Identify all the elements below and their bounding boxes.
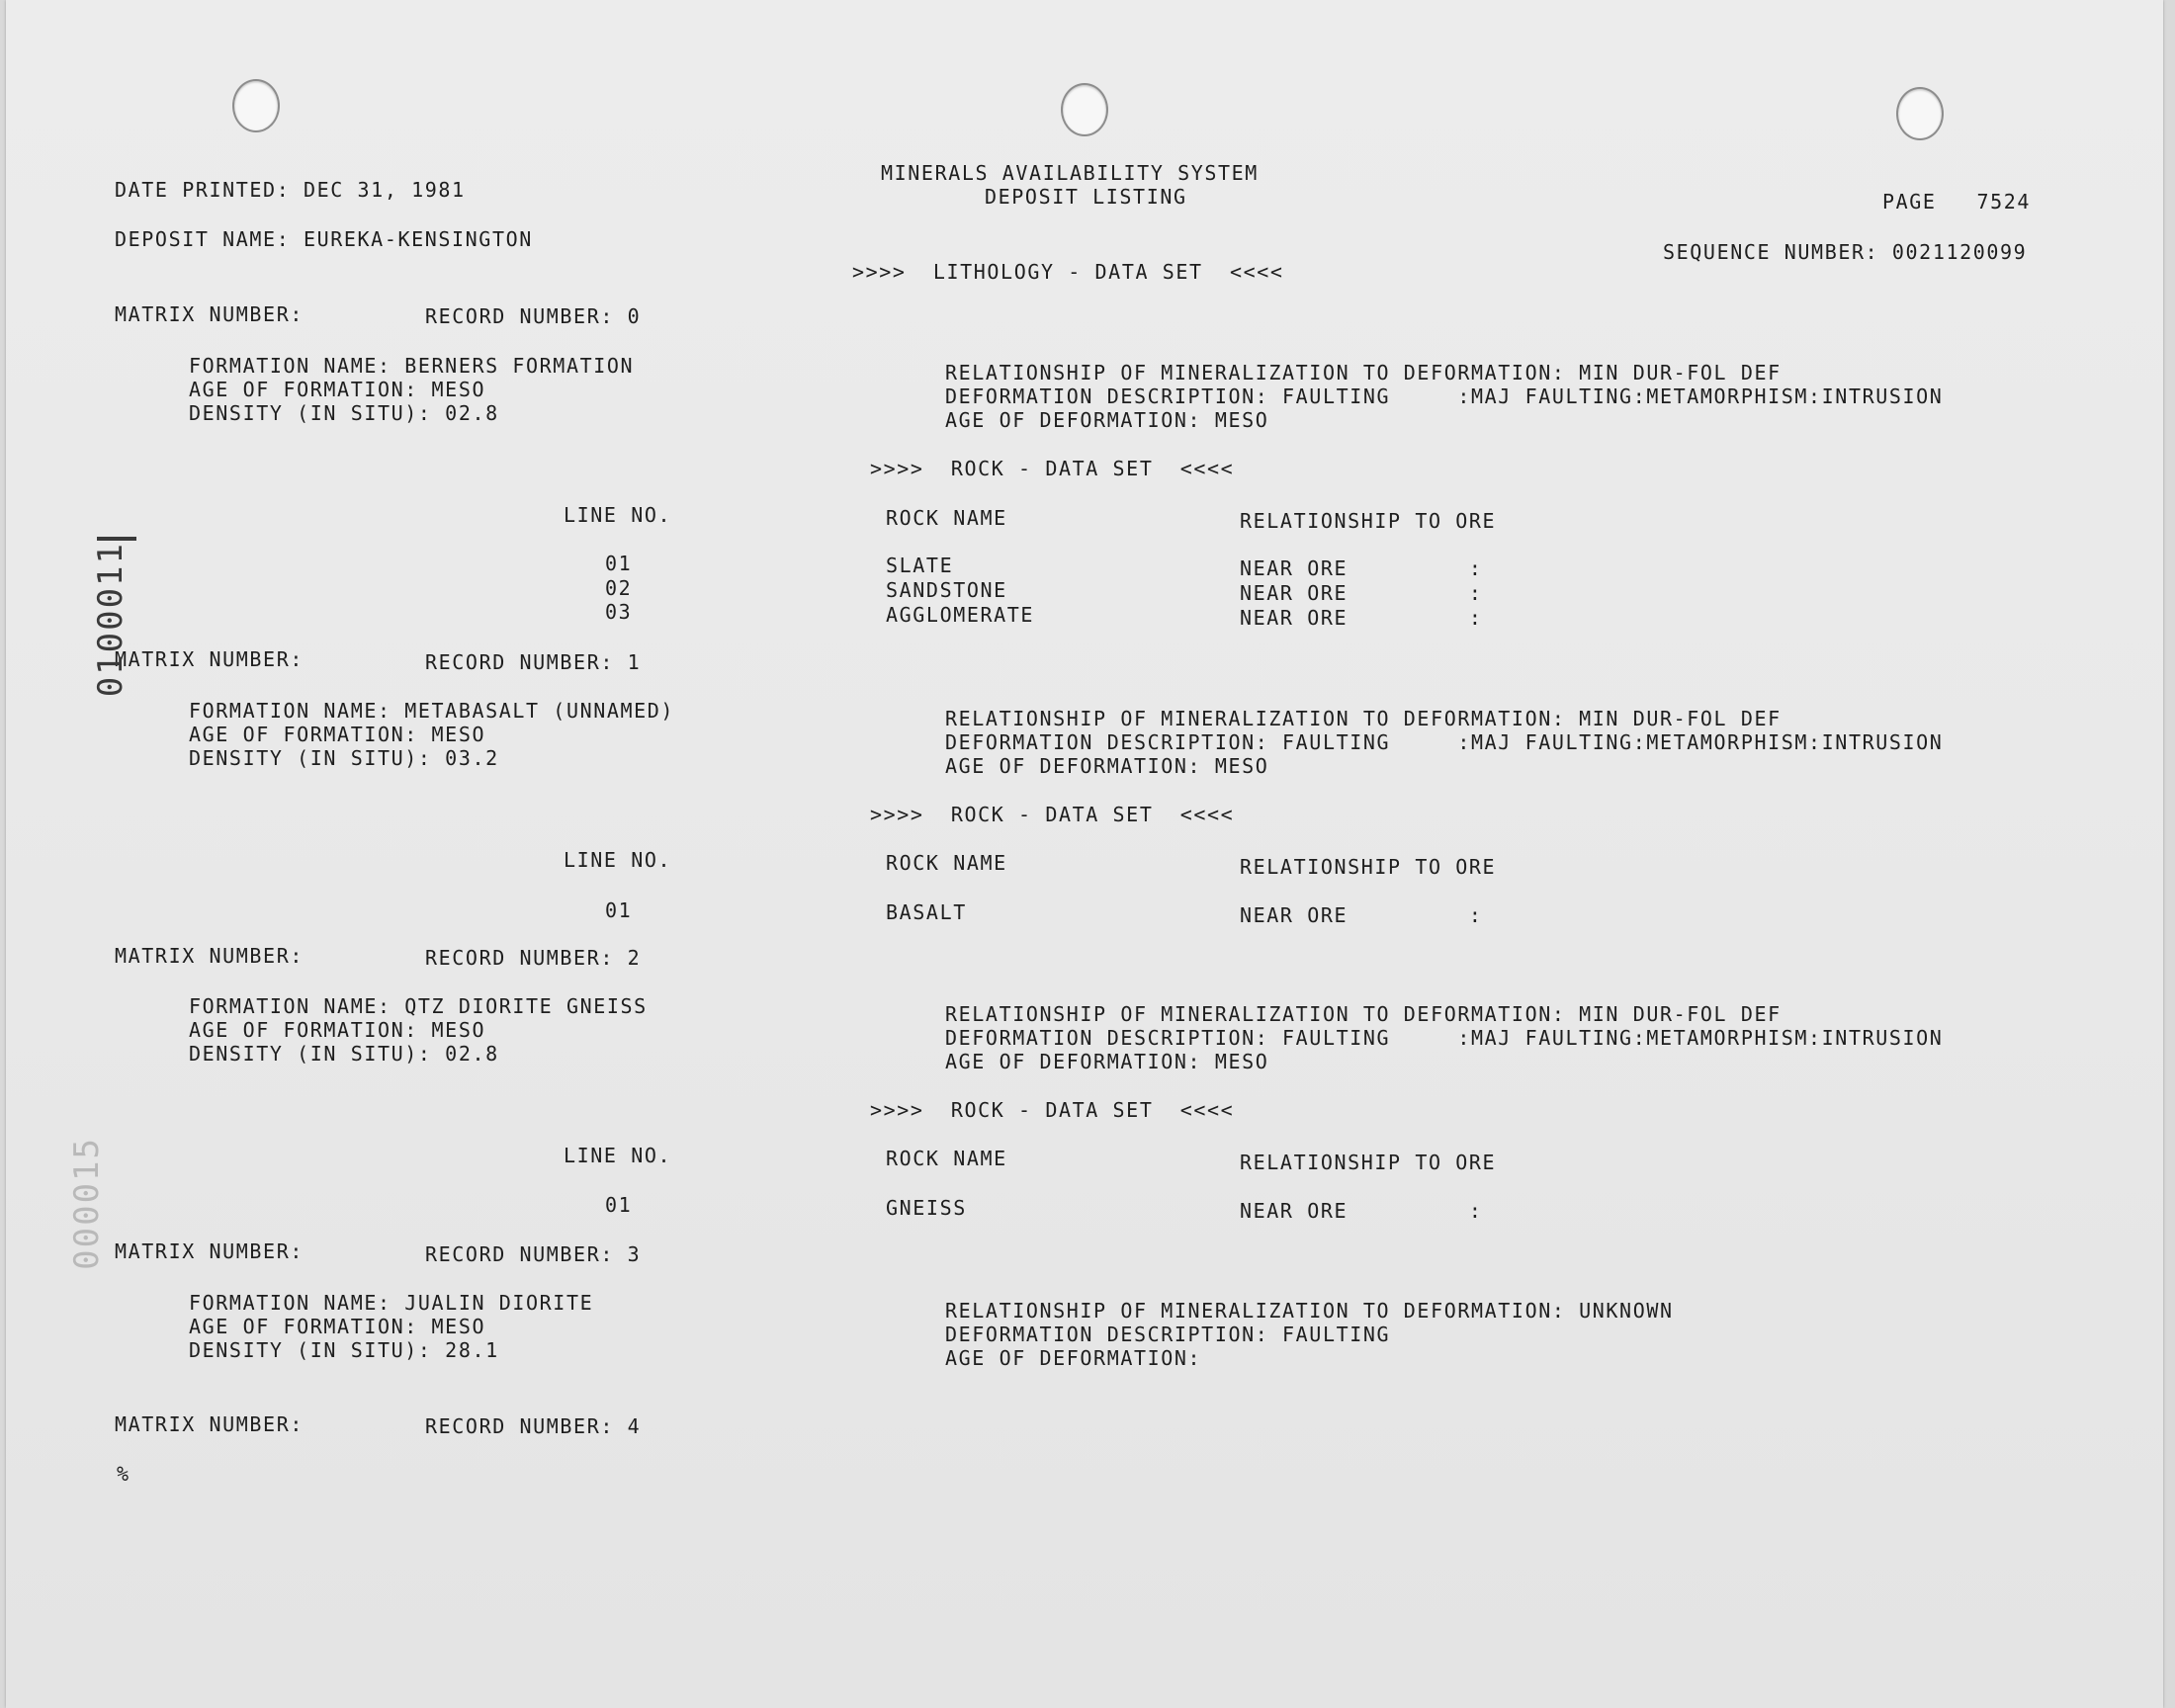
age-of-deformation: AGE OF DEFORMATION: [945,1346,1202,1370]
listing-title: DEPOSIT LISTING [985,185,1187,209]
deformation-description: DEFORMATION DESCRIPTION: FAULTING :MAJ FAULTING:METAMORPHISM:INTRUSION [945,384,1944,408]
matrix-number-label: MATRIX NUMBER: [115,1239,304,1263]
record-number: RECORD NUMBER: 0 [425,304,642,328]
punch-hole-center [1061,83,1108,136]
line-number: 01 [605,1193,633,1217]
relationship-to-ore: NEAR ORE : [1240,903,1483,927]
matrix-number-label: MATRIX NUMBER: [115,944,304,968]
deformation-description: DEFORMATION DESCRIPTION: FAULTING :MAJ FAULTING:METAMORPHISM:INTRUSION [945,730,1944,754]
formation-name: FORMATION NAME: BERNERS FORMATION [189,354,635,378]
line-number: 03 [605,600,633,624]
age-of-deformation: AGE OF DEFORMATION: MESO [945,1050,1269,1073]
rock-name: AGGLOMERATE [886,603,1035,627]
punch-hole-right [1896,87,1944,140]
margin-tick [97,537,136,541]
record-number: RECORD NUMBER: 1 [425,650,642,674]
formation-name: FORMATION NAME: QTZ DIORITE GNEISS [189,994,648,1018]
frame-number-stamp: 0100011 [91,542,130,698]
relationship-to-ore: NEAR ORE : [1240,1199,1483,1223]
sequence-number: SEQUENCE NUMBER: 0021120099 [1663,240,2028,264]
printout-page [6,0,2163,1708]
record-number: RECORD NUMBER: 3 [425,1242,642,1266]
density-in-situ: DENSITY (IN SITU): 03.2 [189,746,499,770]
formation-name: FORMATION NAME: METABASALT (UNNAMED) [189,699,675,723]
mineralization-relationship: RELATIONSHIP OF MINERALIZATION TO DEFORMATION: MIN DUR-FOL DEF [945,1002,1782,1026]
age-of-formation: AGE OF FORMATION: MESO [189,723,486,746]
faint-frame-number-stamp: 000015 [67,1137,107,1270]
line-no-header: LINE NO. [564,848,672,872]
age-of-formation: AGE OF FORMATION: MESO [189,1315,486,1338]
deformation-description: DEFORMATION DESCRIPTION: FAULTING [945,1323,1391,1346]
matrix-number-label: MATRIX NUMBER: [115,302,304,326]
age-of-formation: AGE OF FORMATION: MESO [189,1018,486,1042]
formation-name: FORMATION NAME: JUALIN DIORITE [189,1291,594,1315]
line-number: 02 [605,576,633,600]
rock-name-header: ROCK NAME [886,1147,1007,1170]
rock-name: SANDSTONE [886,578,1007,602]
rock-name-header: ROCK NAME [886,851,1007,875]
line-number: 01 [605,552,633,575]
deposit-name: DEPOSIT NAME: EUREKA-KENSINGTON [115,227,533,251]
density-in-situ: DENSITY (IN SITU): 02.8 [189,401,499,425]
date-printed: DATE PRINTED: DEC 31, 1981 [115,178,466,202]
line-no-header: LINE NO. [564,1144,672,1167]
punch-hole-left [232,79,280,132]
record-number: RECORD NUMBER: 2 [425,946,642,970]
rock-name: GNEISS [886,1196,967,1220]
mineralization-relationship: RELATIONSHIP OF MINERALIZATION TO DEFORMATION: MIN DUR-FOL DEF [945,361,1782,384]
line-no-header: LINE NO. [564,503,672,527]
system-title: MINERALS AVAILABILITY SYSTEM [881,161,1259,185]
lithology-data-set-title: >>>> LITHOLOGY - DATA SET <<<< [852,260,1284,284]
rock-name-header: ROCK NAME [886,506,1007,530]
age-of-formation: AGE OF FORMATION: MESO [189,378,486,401]
deformation-description: DEFORMATION DESCRIPTION: FAULTING :MAJ FAULTING:METAMORPHISM:INTRUSION [945,1026,1944,1050]
rock-data-set-title: >>>> ROCK - DATA SET <<<< [870,803,1235,826]
record-number: RECORD NUMBER: 4 [425,1414,642,1438]
relationship-to-ore-header: RELATIONSHIP TO ORE [1240,1151,1497,1174]
density-in-situ: DENSITY (IN SITU): 02.8 [189,1042,499,1066]
relationship-to-ore: NEAR ORE : [1240,556,1483,580]
age-of-deformation: AGE OF DEFORMATION: MESO [945,754,1269,778]
rock-name: SLATE [886,554,954,577]
rock-name: BASALT [886,900,967,924]
page-number: PAGE 7524 [1882,190,2032,214]
density-in-situ: DENSITY (IN SITU): 28.1 [189,1338,499,1362]
relationship-to-ore: NEAR ORE : [1240,581,1483,605]
relationship-to-ore-header: RELATIONSHIP TO ORE [1240,855,1497,879]
mineralization-relationship: RELATIONSHIP OF MINERALIZATION TO DEFORMATION: MIN DUR-FOL DEF [945,707,1782,730]
relationship-to-ore-header: RELATIONSHIP TO ORE [1240,509,1497,533]
matrix-number-label: MATRIX NUMBER: [115,1412,304,1436]
rock-data-set-title: >>>> ROCK - DATA SET <<<< [870,457,1235,480]
end-marker: % [117,1462,130,1486]
rock-data-set-title: >>>> ROCK - DATA SET <<<< [870,1098,1235,1122]
line-number: 01 [605,898,633,922]
mineralization-relationship: RELATIONSHIP OF MINERALIZATION TO DEFORMATION: UNKNOWN [945,1299,1674,1323]
matrix-number-label: MATRIX NUMBER: [115,647,304,671]
age-of-deformation: AGE OF DEFORMATION: MESO [945,408,1269,432]
relationship-to-ore: NEAR ORE : [1240,606,1483,630]
